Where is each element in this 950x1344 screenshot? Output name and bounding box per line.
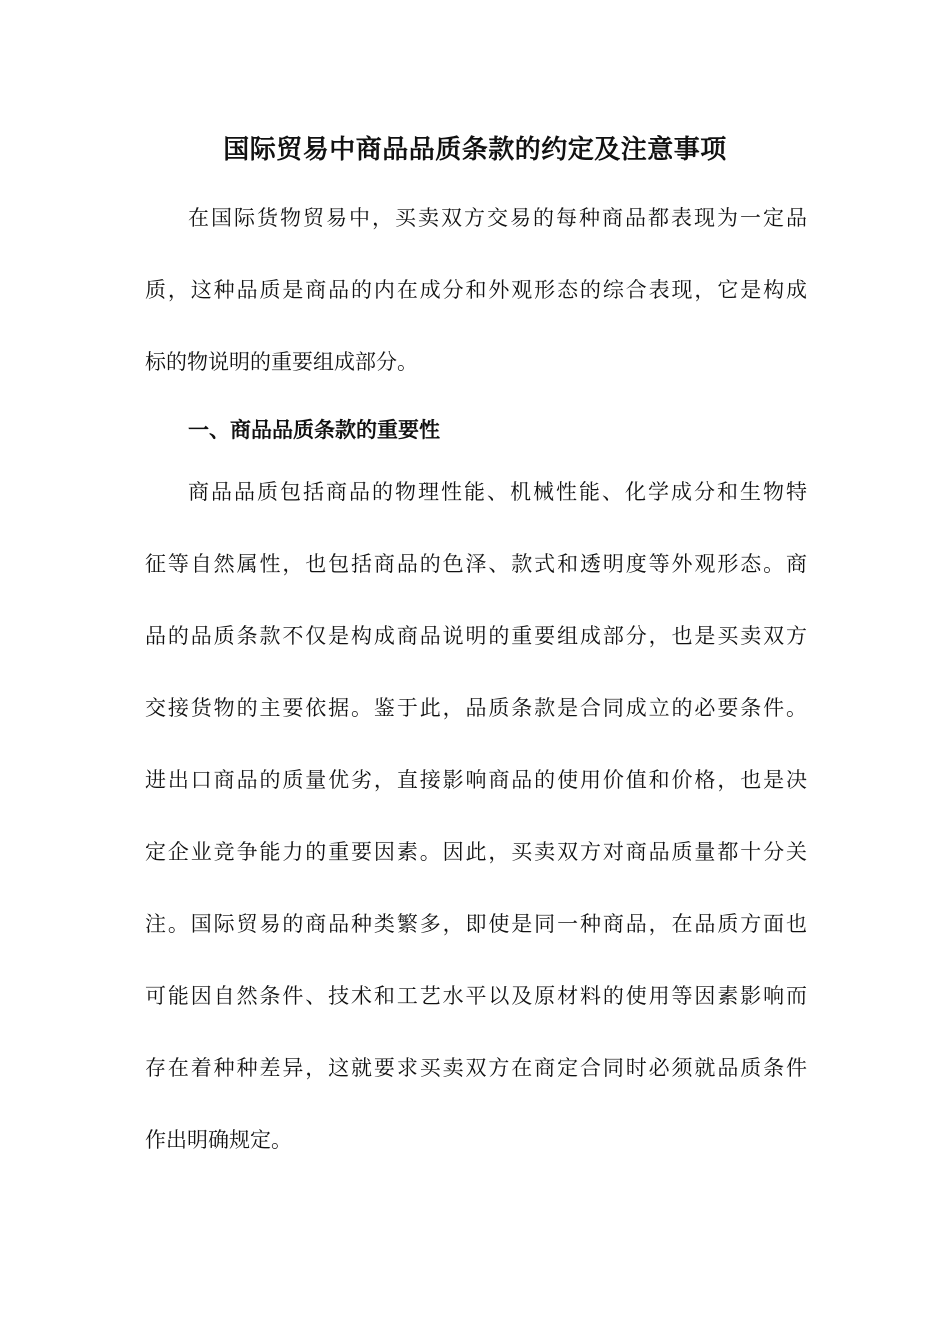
paragraph-line: 在国际货物贸易中，买卖双方交易的每种商品都表现为一定品: [188, 206, 807, 230]
paragraph-line: 注。国际贸易的商品种类繁多，即使是同一种商品，在品质方面也: [145, 912, 807, 936]
paragraph-line: 存在着种种差异，这就要求买卖双方在商定合同时必须就品质条件: [145, 1056, 807, 1080]
paragraph-line: 标的物说明的重要组成部分。: [145, 350, 418, 374]
paragraph-line: 作出明确规定。: [145, 1128, 292, 1152]
paragraph-line: 进出口商品的质量优劣，直接影响商品的使用价值和价格，也是决: [145, 768, 807, 792]
paragraph-line: 征等自然属性，也包括商品的色泽、款式和透明度等外观形态。商: [145, 552, 807, 576]
paragraph-line: 可能因自然条件、技术和工艺水平以及原材料的使用等因素影响而: [145, 984, 807, 1008]
section1-paragraph: [145, 470, 807, 1190]
paragraph-line: 品的品质条款不仅是构成商品说明的重要组成部分，也是买卖双方: [145, 624, 807, 648]
paragraph-line: 交接货物的主要依据。鉴于此，品质条款是合同成立的必要条件。: [145, 696, 807, 720]
document-title: 国际贸易中商品品质条款的约定及注意事项: [223, 135, 727, 165]
paragraph-line: 商品品质包括商品的物理性能、机械性能、化学成分和生物特: [188, 480, 807, 504]
paragraph-line: 定企业竞争能力的重要因素。因此，买卖双方对商品质量都十分关: [145, 840, 807, 864]
paragraph-line: 质，这种品质是商品的内在成分和外观形态的综合表现，它是构成: [145, 278, 807, 302]
section-heading: 一、商品品质条款的重要性: [188, 417, 440, 442]
intro-paragraph: [145, 196, 807, 412]
